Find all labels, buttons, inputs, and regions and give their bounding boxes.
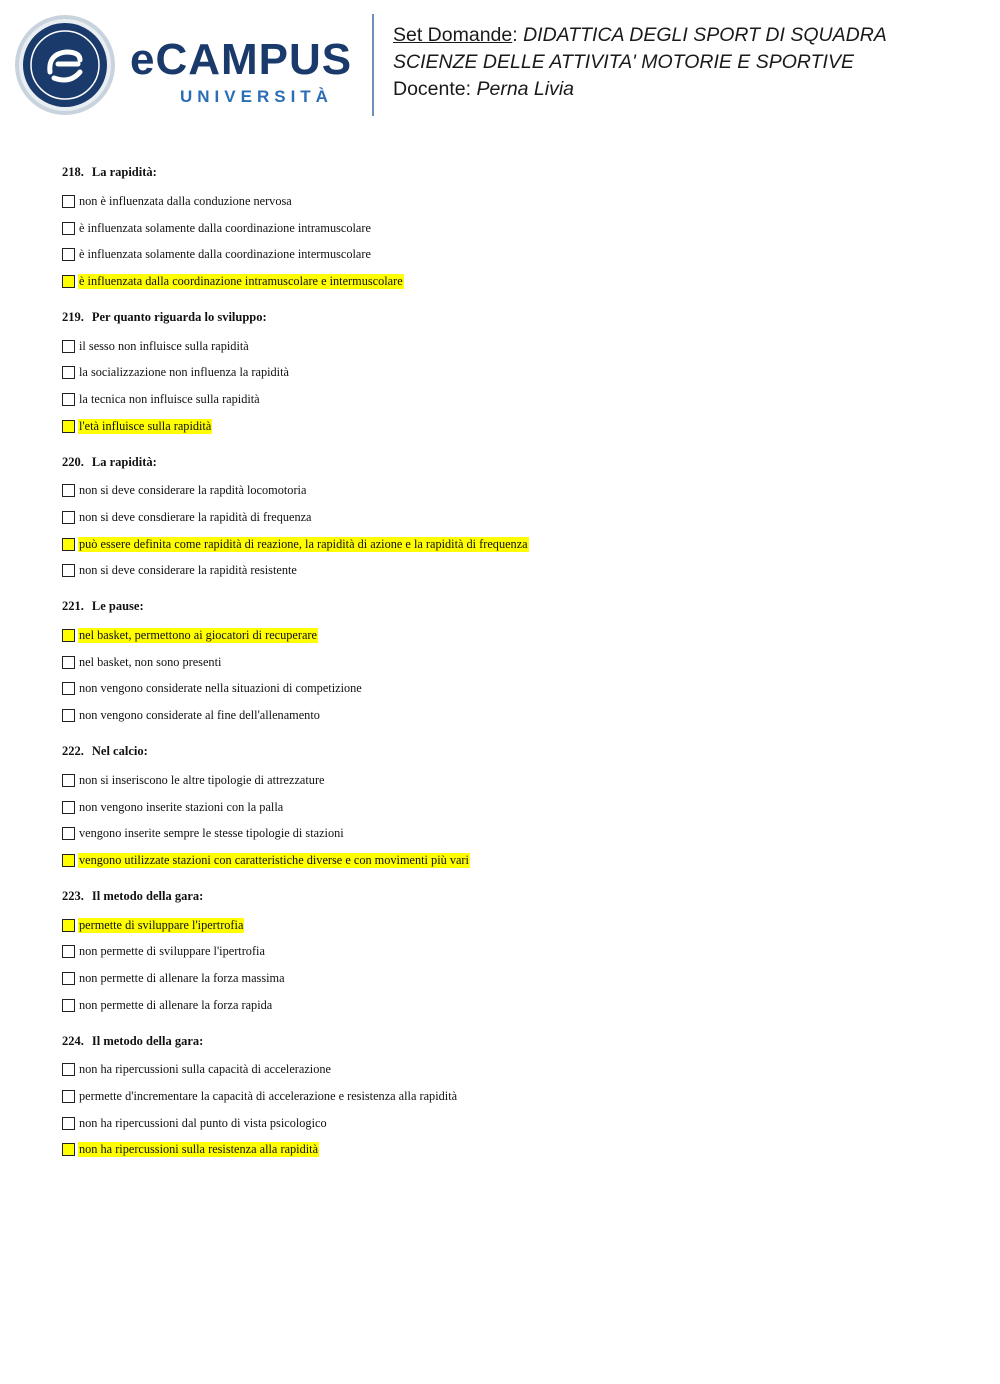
answer-option[interactable]: [62, 767, 962, 794]
question-title: [62, 162, 962, 188]
checkbox[interactable]: [62, 682, 75, 695]
checkbox[interactable]: [62, 1090, 75, 1103]
answer-option[interactable]: [62, 333, 962, 360]
answer-option[interactable]: [62, 1057, 962, 1084]
answer-text: l'età influisce sulla rapidità: [79, 418, 212, 433]
answer-option[interactable]: [62, 992, 962, 1019]
answer-text: è influenzata solamente dalla coordinazione intermuscolare: [79, 247, 371, 262]
header-divider: [372, 14, 374, 116]
checkbox[interactable]: [62, 709, 75, 722]
question-title: [62, 452, 962, 478]
question-title: [62, 1031, 962, 1057]
faculty-line: SCIENZE DELLE ATTIVITA' MOTORIE E SPORTIVE: [393, 51, 854, 73]
question-title: [62, 307, 962, 333]
checkbox[interactable]: [62, 945, 75, 958]
question-text: Il metodo della gara:: [91, 888, 204, 903]
answer-option-correct[interactable]: [62, 413, 962, 440]
question-text: Le pause:: [91, 599, 144, 614]
answer-option[interactable]: [62, 794, 962, 821]
question-block: [62, 886, 962, 1019]
answer-text: vengono inserite sempre le stesse tipologie di stazioni: [79, 826, 344, 841]
question-title: [62, 886, 962, 912]
answer-option[interactable]: [62, 1110, 962, 1137]
checkbox[interactable]: [62, 656, 75, 669]
checkbox[interactable]: [62, 195, 75, 208]
checkbox[interactable]: [62, 801, 75, 814]
answer-option-correct[interactable]: [62, 1137, 962, 1164]
answer-text: non ha ripercussioni dal punto di vista psicologico: [79, 1115, 327, 1130]
answer-text: permette di sviluppare l'ipertrofia: [79, 917, 244, 932]
answer-text: non si deve consdierare la rapidità di frequenza: [79, 510, 312, 525]
answer-text: non vengono considerate al fine dell'allenamento: [79, 708, 320, 723]
answer-text: vengono utilizzate stazioni con caratteristiche diverse e con movimenti più vari: [79, 852, 469, 867]
checkbox[interactable]: [62, 484, 75, 497]
question-title: [62, 741, 962, 767]
question-text: Nel calcio:: [91, 744, 148, 758]
checkbox[interactable]: [62, 393, 75, 406]
checkbox[interactable]: [62, 972, 75, 985]
question-block: [62, 741, 962, 874]
answer-text: non si deve considerare la rapidità resistente: [79, 563, 297, 578]
checkbox[interactable]: [62, 564, 75, 577]
course-line: [393, 22, 887, 49]
question-block: [62, 452, 962, 585]
answer-option-correct[interactable]: [62, 531, 962, 558]
checkbox[interactable]: [62, 854, 75, 867]
question-number: 218.: [62, 165, 84, 179]
checkbox[interactable]: [62, 1063, 75, 1076]
answer-option[interactable]: [62, 558, 962, 585]
answer-option[interactable]: [62, 938, 962, 965]
answer-text: non si inseriscono le altre tipologie di attrezzature: [79, 772, 325, 787]
checkbox[interactable]: [62, 919, 75, 932]
answer-option-correct[interactable]: [62, 912, 962, 939]
answer-option[interactable]: [62, 649, 962, 676]
answer-text: il sesso non influisce sulla rapidità: [79, 338, 249, 353]
checkbox[interactable]: [62, 1143, 75, 1156]
question-text: Il metodo della gara:: [91, 1033, 204, 1048]
answer-option[interactable]: [62, 188, 962, 215]
question-number: 219.: [62, 309, 84, 324]
question-block: [62, 162, 962, 295]
answer-option-correct[interactable]: [62, 268, 962, 295]
checkbox[interactable]: [62, 827, 75, 840]
docente-line: [393, 76, 887, 103]
checkbox[interactable]: [62, 774, 75, 787]
brand-name: eCAMPUS: [130, 35, 353, 84]
answer-option[interactable]: [62, 215, 962, 242]
answer-text: non ha ripercussioni sulla capacità di accelerazione: [79, 1062, 331, 1077]
answer-option[interactable]: [62, 386, 962, 413]
answer-option[interactable]: [62, 820, 962, 847]
docente-label: Docente:: [393, 78, 477, 100]
answer-option[interactable]: [62, 504, 962, 531]
checkbox[interactable]: [62, 222, 75, 235]
answer-text: è influenzata dalla coordinazione intramuscolare e intermuscolare: [79, 273, 403, 288]
answer-option-correct[interactable]: [62, 847, 962, 874]
question-title: [62, 596, 962, 622]
answer-text: la socializzazione non influenza la rapidità: [79, 365, 289, 380]
checkbox[interactable]: [62, 1117, 75, 1130]
docente-name: Perna Livia: [476, 78, 575, 100]
checkbox[interactable]: [62, 420, 75, 433]
answer-option[interactable]: [62, 702, 962, 729]
answer-text: non permette di allenare la forza massima: [79, 970, 285, 985]
answer-text: nel basket, non sono presenti: [79, 654, 222, 669]
answer-text: non permette di allenare la forza rapida: [79, 997, 273, 1012]
answer-option[interactable]: [62, 241, 962, 268]
question-number: 224.: [62, 1033, 84, 1048]
answer-text: non è influenzata dalla conduzione nervosa: [79, 193, 292, 208]
ecampus-seal-logo: [14, 14, 116, 116]
answer-text: non ha ripercussioni sulla resistenza alla rapidità: [79, 1142, 319, 1157]
checkbox[interactable]: [62, 248, 75, 261]
header-info: [393, 22, 887, 103]
course-title: DIDATTICA DEGLI SPORT DI SQUADRA: [523, 24, 887, 46]
answer-text: non vengono considerate nella situazioni di competizione: [79, 681, 362, 696]
answer-option[interactable]: [62, 965, 962, 992]
answer-text: la tecnica non influisce sulla rapidità: [79, 391, 260, 406]
answer-text: non permette di sviluppare l'ipertrofia: [79, 944, 265, 959]
question-number: 222.: [62, 744, 84, 758]
answer-option[interactable]: [62, 676, 962, 703]
question-number: 220.: [62, 454, 84, 469]
answer-text: nel basket, permettono ai giocatori di recuperare: [79, 628, 317, 643]
answer-text: può essere definita come rapidità di reazione, la rapidità di azione e la rapidità di frequenza: [79, 536, 528, 551]
question-block: [62, 307, 962, 440]
question-block: [62, 596, 962, 729]
question-number: 221.: [62, 599, 84, 614]
set-label: Set Domande: [393, 24, 513, 46]
answer-option-correct[interactable]: [62, 622, 962, 649]
question-text: Per quanto riguarda lo sviluppo:: [91, 309, 267, 324]
question-text: La rapidità:: [91, 454, 157, 469]
answer-option[interactable]: [62, 1083, 962, 1110]
set-colon: :: [512, 24, 524, 46]
checkbox[interactable]: [62, 275, 75, 288]
question-list: [62, 162, 962, 1175]
question-text: La rapidità:: [91, 165, 157, 179]
page-header: [0, 0, 1000, 130]
answer-text: è influenzata solamente dalla coordinazione intramuscolare: [79, 220, 371, 235]
checkbox[interactable]: [62, 340, 75, 353]
answer-text: non vengono inserite stazioni con la palla: [79, 799, 284, 814]
answer-option[interactable]: [62, 359, 962, 386]
brand-subtitle: UNIVERSITÀ: [180, 87, 333, 106]
checkbox[interactable]: [62, 999, 75, 1012]
checkbox[interactable]: [62, 511, 75, 524]
checkbox[interactable]: [62, 538, 75, 551]
question-block: [62, 1031, 962, 1164]
answer-text: permette d'incrementare la capacità di accelerazione e resistenza alla rapidità: [79, 1089, 458, 1104]
answer-text: non si deve considerare la rapdità locomotoria: [79, 483, 307, 498]
answer-option[interactable]: [62, 478, 962, 505]
checkbox[interactable]: [62, 629, 75, 642]
question-number: 223.: [62, 888, 84, 903]
ecampus-wordmark: [130, 35, 360, 118]
checkbox[interactable]: [62, 366, 75, 379]
